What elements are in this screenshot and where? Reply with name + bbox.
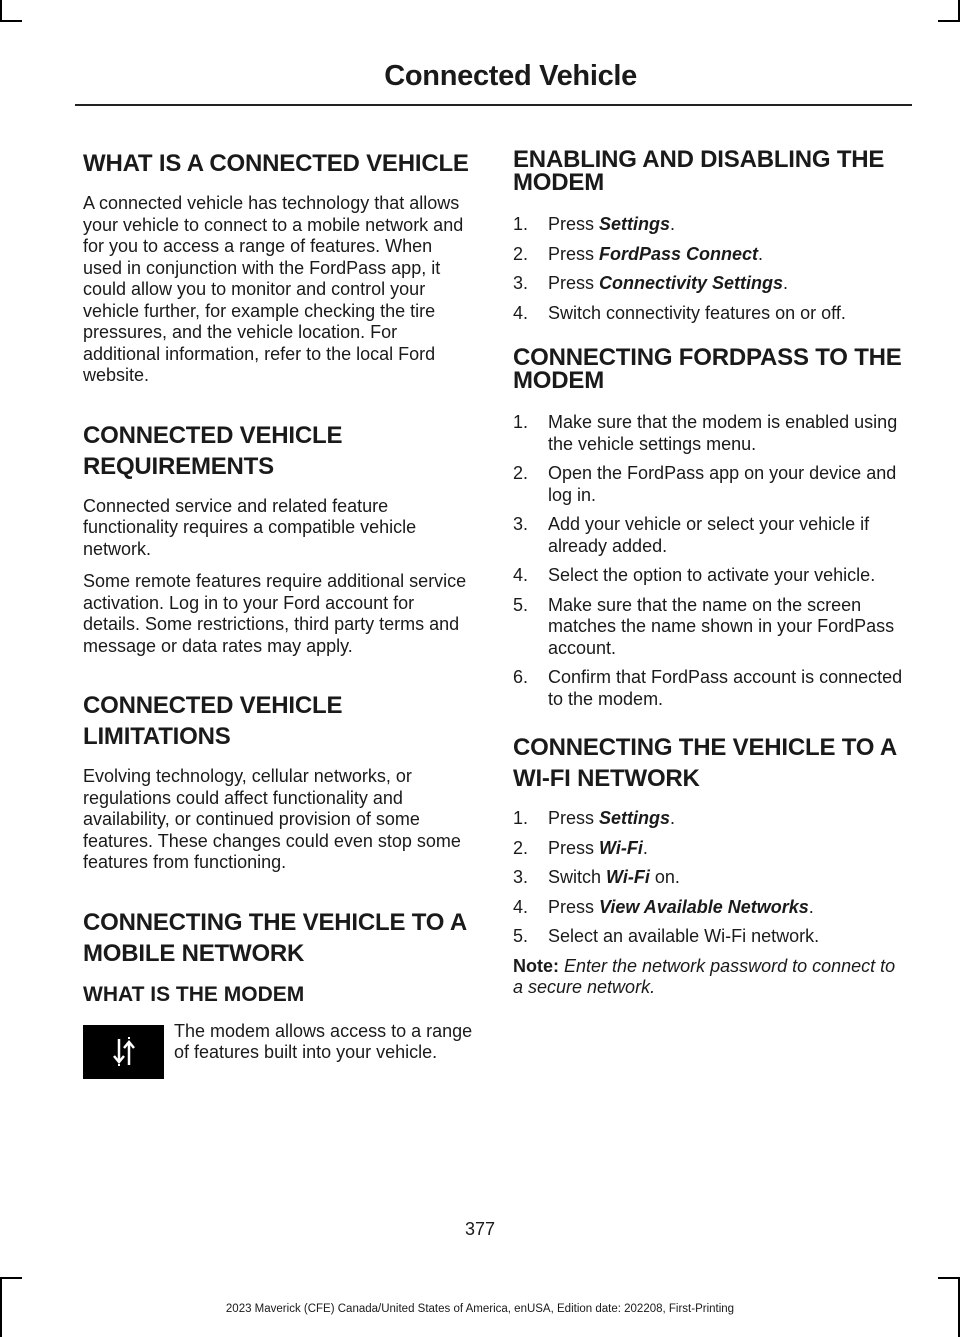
section-heading: ENABLING AND DISABLING THE MODEM bbox=[513, 146, 885, 196]
paragraph: The modem allows access to a range of features built into your vehicle. bbox=[174, 1020, 473, 1062]
step-text: Press bbox=[548, 808, 600, 828]
modem-data-arrows-icon bbox=[83, 1025, 164, 1079]
step-text: Add your vehicle or select your vehicle if already added. bbox=[548, 514, 870, 556]
crop-mark bbox=[0, 1277, 22, 1279]
section-heading: CONNECTING THE VEHICLE TO A MOBILE NETWORK bbox=[83, 908, 467, 967]
step-number: 3. bbox=[513, 273, 529, 293]
list-item bbox=[513, 867, 906, 889]
crop-mark bbox=[0, 20, 22, 22]
step-text: Confirm that FordPass account is connected to the modem. bbox=[548, 667, 903, 709]
list-item bbox=[513, 412, 906, 455]
step-text: Press bbox=[548, 273, 600, 293]
step-text: . bbox=[670, 214, 676, 234]
section-heading: CONNECTING FORDPASS TO THE MODEM bbox=[513, 344, 902, 394]
paragraph: A connected vehicle has technology that allows your vehicle to connect to a mobile network and for you to access a range of features. When used in conjunction with the FordPass app, it could allow you to monitor and control your vehicle further, for example checking the tire pressures, and the vehicle location. For additional information, refer to the local Ford website. bbox=[83, 193, 464, 385]
step-number: 3. bbox=[513, 514, 529, 534]
step-text: Press bbox=[548, 837, 600, 858]
section-heading: CONNECTING THE VEHICLE TO A WI-FI NETWORK bbox=[513, 734, 897, 792]
step-number: 1. bbox=[513, 214, 529, 234]
right-column bbox=[513, 148, 906, 999]
step-text: . bbox=[758, 243, 764, 264]
page-title: Connected Vehicle bbox=[384, 60, 637, 92]
step-text: Make sure that the modem is enabled using the vehicle settings menu. bbox=[548, 412, 898, 454]
subsection-heading: WHAT IS THE MODEM bbox=[83, 982, 305, 1006]
step-list bbox=[513, 808, 906, 948]
page-number: 377 bbox=[464, 1219, 496, 1239]
ui-label: FordPass Connect bbox=[599, 243, 759, 264]
note bbox=[513, 956, 906, 999]
step-list bbox=[513, 412, 906, 710]
step-text: Press bbox=[548, 214, 600, 234]
step-text: Make sure that the name on the screen matches the name shown in your FordPass account. bbox=[548, 594, 895, 658]
crop-mark bbox=[938, 20, 960, 22]
ui-label: Connectivity Settings bbox=[599, 273, 784, 293]
list-item bbox=[513, 463, 906, 506]
list-item bbox=[513, 838, 906, 860]
step-number: 1. bbox=[513, 412, 529, 432]
step-text: Select an available Wi-Fi network. bbox=[548, 926, 820, 946]
step-number: 4. bbox=[513, 896, 529, 917]
ui-label: Wi-Fi bbox=[606, 867, 650, 887]
header-divider bbox=[75, 104, 912, 106]
list-item bbox=[513, 514, 906, 557]
step-number: 4. bbox=[513, 565, 529, 585]
paragraph: Connected service and related feature functionality requires a compatible vehicle network. bbox=[83, 495, 417, 559]
step-text: Press bbox=[548, 243, 600, 264]
list-item bbox=[513, 273, 906, 295]
step-number: 1. bbox=[513, 808, 529, 828]
list-item bbox=[513, 897, 906, 919]
step-text: Select the option to activate your vehicle. bbox=[548, 565, 876, 585]
note-label: Note: bbox=[513, 955, 559, 976]
list-item bbox=[513, 244, 906, 266]
section-heading: WHAT IS A CONNECTED VEHICLE bbox=[83, 150, 469, 177]
ui-label: Settings bbox=[599, 214, 671, 234]
step-text: . bbox=[642, 837, 648, 858]
modem-description bbox=[83, 1021, 476, 1079]
section-heading: CONNECTED VEHICLE REQUIREMENTS bbox=[83, 421, 343, 480]
note-text: Enter the network password to connect to a secure network. bbox=[513, 955, 896, 997]
list-item bbox=[513, 926, 906, 948]
step-text: Open the FordPass app on your device and log in. bbox=[548, 463, 897, 505]
step-text: . bbox=[783, 273, 789, 293]
footer: 2023 Maverick (CFE) Canada/United States of America, enUSA, Edition date: 202208, First-Printing bbox=[225, 1303, 735, 1315]
list-item bbox=[513, 667, 906, 710]
step-number: 4. bbox=[513, 302, 529, 323]
section-heading: CONNECTED VEHICLE LIMITATIONS bbox=[83, 692, 343, 750]
step-text: Press bbox=[548, 896, 600, 917]
list-item bbox=[513, 595, 906, 660]
step-number: 5. bbox=[513, 926, 529, 946]
step-number: 3. bbox=[513, 867, 529, 887]
list-item bbox=[513, 808, 906, 830]
step-text: . bbox=[808, 896, 814, 917]
step-number: 6. bbox=[513, 667, 529, 687]
step-text: Switch bbox=[548, 867, 607, 887]
list-item bbox=[513, 565, 906, 587]
step-number: 5. bbox=[513, 594, 529, 615]
ui-label: View Available Networks bbox=[599, 896, 809, 917]
left-column bbox=[83, 148, 476, 1079]
step-text: on. bbox=[649, 867, 680, 887]
ui-label: Wi-Fi bbox=[599, 837, 643, 858]
step-number: 2. bbox=[513, 463, 529, 483]
step-text: Switch connectivity features on or off. bbox=[548, 302, 846, 323]
crop-mark bbox=[938, 1277, 960, 1279]
step-number: 2. bbox=[513, 837, 529, 858]
crop-mark bbox=[0, 0, 2, 22]
step-text: . bbox=[670, 808, 676, 828]
paragraph: Some remote features require additional service activation. Log in to your Ford account for details. Some restrictions, third party terms and message or data rates may apply. bbox=[83, 571, 467, 656]
paragraph: Evolving technology, cellular networks, or regulations could affect functionality and availability, or continued provision of some features. These changes could even stop some features from functioning. bbox=[83, 766, 461, 872]
list-item bbox=[513, 214, 906, 236]
step-list bbox=[513, 214, 906, 324]
list-item bbox=[513, 303, 906, 325]
ui-label: Settings bbox=[599, 808, 671, 828]
step-number: 2. bbox=[513, 243, 529, 264]
